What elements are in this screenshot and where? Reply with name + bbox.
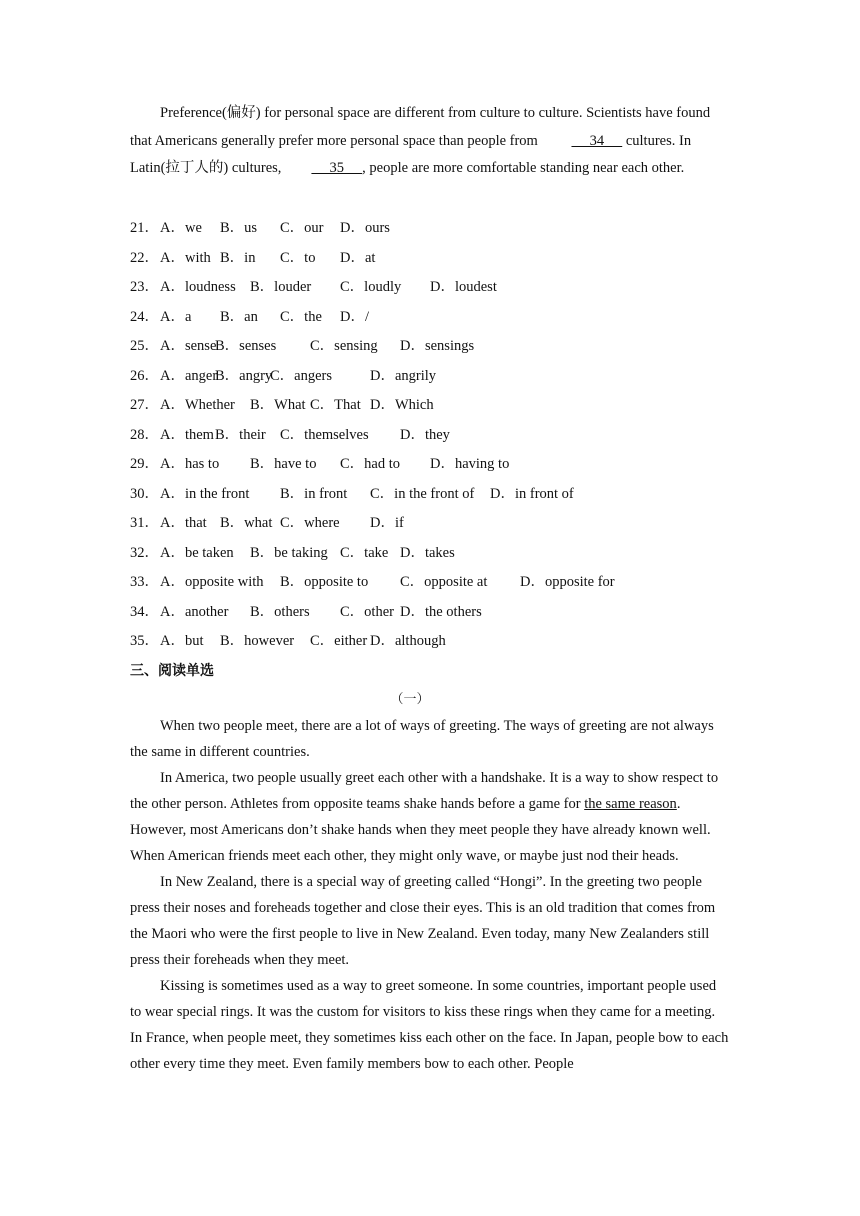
option-b: B．us: [220, 220, 258, 236]
option-a: A．sense: [160, 338, 217, 354]
option-a: A．opposite with: [160, 574, 264, 590]
option-a: A．loudness: [160, 279, 236, 295]
option-a: A．but: [160, 633, 204, 649]
option-d: D．if: [370, 515, 404, 531]
question-number: 28．: [130, 426, 159, 443]
reading-paragraph-3: In New Zealand, there is a special way of greeting called “Hongi”. In the greeting two people press their noses and foreheads together and close their eyes. This is an old tradition that comes from the Maori who were the first people to live in New Zealand. Even today, many New Zealanders still press their foreheads when they meet.: [130, 874, 716, 968]
question-number: 23．: [130, 279, 159, 295]
option-c: C．other: [340, 603, 394, 620]
intro-text-b: cultures. In Latin(拉丁人的) cultures,: [130, 132, 692, 176]
option-b: B．their: [215, 426, 266, 443]
question-number: 35．: [130, 633, 159, 649]
option-a: A．them: [160, 426, 214, 443]
option-d: D．having to: [430, 456, 510, 472]
question-number: 27．: [130, 397, 159, 413]
option-d: D．the others: [400, 603, 482, 620]
option-a: A．a: [160, 308, 192, 325]
option-a: A．with: [160, 249, 211, 266]
underlined-phrase: the same reason: [584, 796, 677, 812]
option-b: B．opposite to: [280, 574, 369, 590]
intro-text-c: , people are more comfortable standing near each other.: [362, 160, 685, 176]
option-c: C．themselves: [280, 426, 369, 443]
question-number: 25．: [130, 338, 159, 354]
section-title: 三、阅读单选: [130, 663, 214, 679]
option-d: D．sensings: [400, 338, 475, 354]
option-d: D．at: [340, 249, 376, 266]
option-d: D．although: [370, 633, 446, 649]
option-a: A．anger: [160, 367, 218, 384]
option-b: B．in: [220, 249, 256, 266]
intro-paragraph: [130, 100, 730, 183]
option-a: A．has to: [160, 456, 220, 472]
option-b: B．be taking: [250, 544, 328, 561]
option-c: C．had to: [340, 456, 401, 472]
option-b: B．however: [220, 633, 295, 649]
reading-paragraph-1: When two people meet, there are a lot of ways of greeting. The ways of greeting are not always the same in different countries.: [130, 718, 714, 760]
intro-text-a: Preference(偏好) for personal space are different from culture to culture. Scientists have found that Americans generally prefer more personal space than people from: [130, 105, 711, 149]
option-c: C．That: [310, 397, 361, 413]
reading-p2-text-a: In America, two people usually greet each other with a handshake. It is a way to show respect to the other person. Athletes from opposite teams shake hands before a game for: [130, 770, 719, 812]
option-b: B．what: [220, 515, 273, 531]
option-b: B．What: [250, 397, 306, 413]
option-c: C．either: [310, 633, 368, 649]
option-b: B．senses: [215, 338, 277, 354]
section-subtitle: （一）: [390, 691, 430, 706]
option-b: B．angry: [215, 367, 273, 384]
option-d: D．takes: [400, 544, 455, 561]
option-c: C．angers: [270, 367, 333, 384]
option-d: D．they: [400, 426, 450, 443]
option-a: A．another: [160, 603, 229, 620]
option-c: C．opposite at: [400, 574, 488, 590]
option-c: C．where: [280, 515, 340, 531]
option-c: C．sensing: [310, 338, 378, 354]
option-a: A．that: [160, 515, 207, 531]
question-number: 32．: [130, 544, 159, 561]
option-d: D．ours: [340, 220, 390, 236]
option-c: C．our: [280, 220, 324, 236]
blank-34: 34: [571, 132, 623, 149]
option-b: B．louder: [250, 279, 312, 295]
option-d: D．loudest: [430, 279, 497, 295]
option-d: D．/: [340, 308, 369, 325]
option-b: B．in front: [280, 485, 348, 502]
question-number: 26．: [130, 367, 159, 384]
option-d: D．in front of: [490, 485, 574, 502]
option-b: B．an: [220, 308, 258, 325]
blank-35: 35: [311, 160, 363, 176]
option-b: B．others: [250, 603, 310, 620]
question-number: 29．: [130, 456, 159, 472]
question-number: 34．: [130, 603, 159, 620]
option-d: D．angrily: [370, 367, 437, 384]
option-c: C．take: [340, 544, 389, 561]
question-number: 21．: [130, 220, 159, 236]
question-number: 22．: [130, 249, 159, 266]
option-a: A．in the front: [160, 485, 250, 502]
reading-paragraph-4: Kissing is sometimes used as a way to greet someone. In some countries, important people used to wear special rings. It was the custom for visitors to kiss these rings when they came for a meeting. In France, when people meet, they sometimes kiss each other on the face. In Japan, people bow to each other every time they meet. Even family members bow to each other. People: [130, 978, 729, 1072]
option-a: A．Whether: [160, 397, 235, 413]
option-d: D．Which: [370, 397, 434, 413]
option-a: A．we: [160, 220, 202, 236]
reading-passage: [130, 713, 730, 1077]
reading-p2-text-b: . However, most Americans don’t shake hands when they meet people they have already known well. When American friends meet each other, they might only wave, or maybe just nod their heads.: [130, 796, 711, 864]
question-number: 31．: [130, 515, 159, 531]
option-b: B．have to: [250, 456, 317, 472]
option-d: D．opposite for: [520, 574, 615, 590]
option-c: C．loudly: [340, 279, 402, 295]
question-number: 24．: [130, 308, 159, 325]
option-c: C．in the front of: [370, 485, 475, 502]
option-c: C．the: [280, 308, 322, 325]
question-number: 33．: [130, 574, 159, 590]
option-a: A．be taken: [160, 544, 234, 561]
question-number: 30．: [130, 485, 159, 502]
reading-paragraph-2: [130, 765, 730, 869]
option-c: C．to: [280, 249, 316, 266]
